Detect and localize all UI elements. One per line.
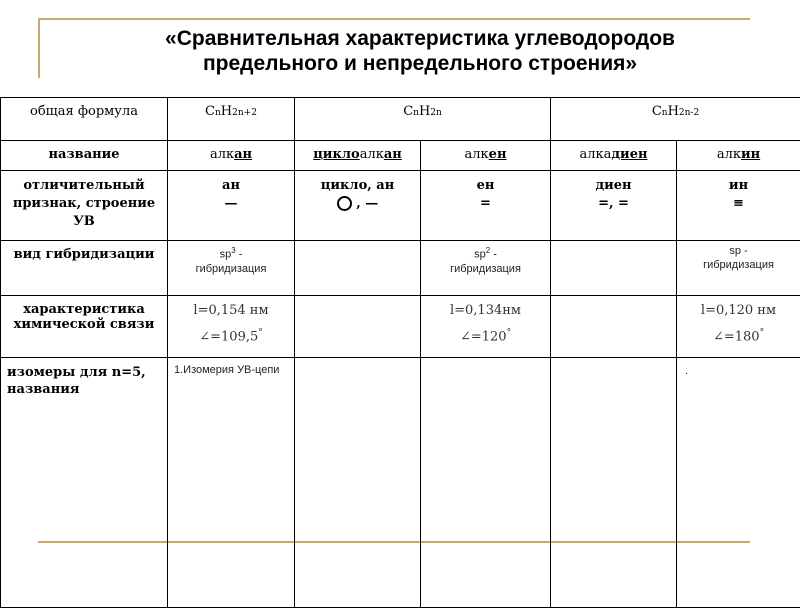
row-name <box>1 141 800 171</box>
hybrid-sp3: $sp^3$ - гибридизация <box>168 241 295 296</box>
feature-alkadien: диен =, = <box>551 171 677 241</box>
hybrid-empty-1 <box>295 241 421 296</box>
bond-alken: l=0,134нм ∠=120° <box>421 296 551 358</box>
row-feature <box>1 171 800 241</box>
hybrid-empty-2 <box>551 241 677 296</box>
title-line-1: «Сравнительная характеристика углеводородов <box>40 26 800 51</box>
row-formula <box>1 98 800 141</box>
row-hybrid <box>1 241 800 296</box>
name-alkan: алкан <box>168 141 295 171</box>
isomers-alkin: . <box>677 358 800 608</box>
formula-alkyne: CnH2n-2 <box>551 98 800 141</box>
hybrid-sp2: $sp^2$ - гибридизация <box>421 241 551 296</box>
row-formula-label: общая формула <box>1 98 168 141</box>
feature-alken: ен = <box>421 171 551 241</box>
bond-empty-1 <box>295 296 421 358</box>
bond-empty-2 <box>551 296 677 358</box>
bond-alkan: l=0,154 нм ∠=109,5° <box>168 296 295 358</box>
name-alkadien: алкадиен <box>551 141 677 171</box>
hybrid-sp: sp - гибридизация <box>677 241 800 296</box>
row-bond-label: характеристика химической связи <box>1 296 168 358</box>
isomers-empty-3 <box>551 358 677 608</box>
frame-line-top <box>38 18 750 20</box>
bond-alkin: l=0,120 нм ∠=180° <box>677 296 800 358</box>
formula-alkane: CnH2n+2 <box>168 98 295 141</box>
feature-alkin: ин ≡ <box>677 171 800 241</box>
feature-alkan: ан — <box>168 171 295 241</box>
angle-icon: ∠ <box>199 329 210 344</box>
row-bond <box>1 296 800 358</box>
isomers-empty-2 <box>421 358 551 608</box>
page-title <box>40 26 800 76</box>
cycle-icon <box>337 196 352 211</box>
comparison-table <box>0 97 800 608</box>
name-alkin: алкин <box>677 141 800 171</box>
row-hybrid-label: вид гибридизации <box>1 241 168 296</box>
row-isomers <box>1 358 800 608</box>
isomers-empty-1 <box>295 358 421 608</box>
name-alken: алкен <box>421 141 551 171</box>
angle-icon: ∠ <box>713 329 724 344</box>
name-cycloalkan: циклоалкан <box>295 141 421 171</box>
row-isomers-label: изомеры для n=5, названия <box>1 358 168 608</box>
angle-icon: ∠ <box>460 329 471 344</box>
row-name-label: название <box>1 141 168 171</box>
title-line-2: предельного и непредельного строения» <box>40 51 800 76</box>
row-feature-label: отличительный признак, строение УВ <box>1 171 168 241</box>
feature-cycloalkan: цикло, ан , — <box>295 171 421 241</box>
isomers-alkan: 1.Изомерия УВ-цепи <box>168 358 295 608</box>
formula-alkene: CnH2n <box>295 98 551 141</box>
